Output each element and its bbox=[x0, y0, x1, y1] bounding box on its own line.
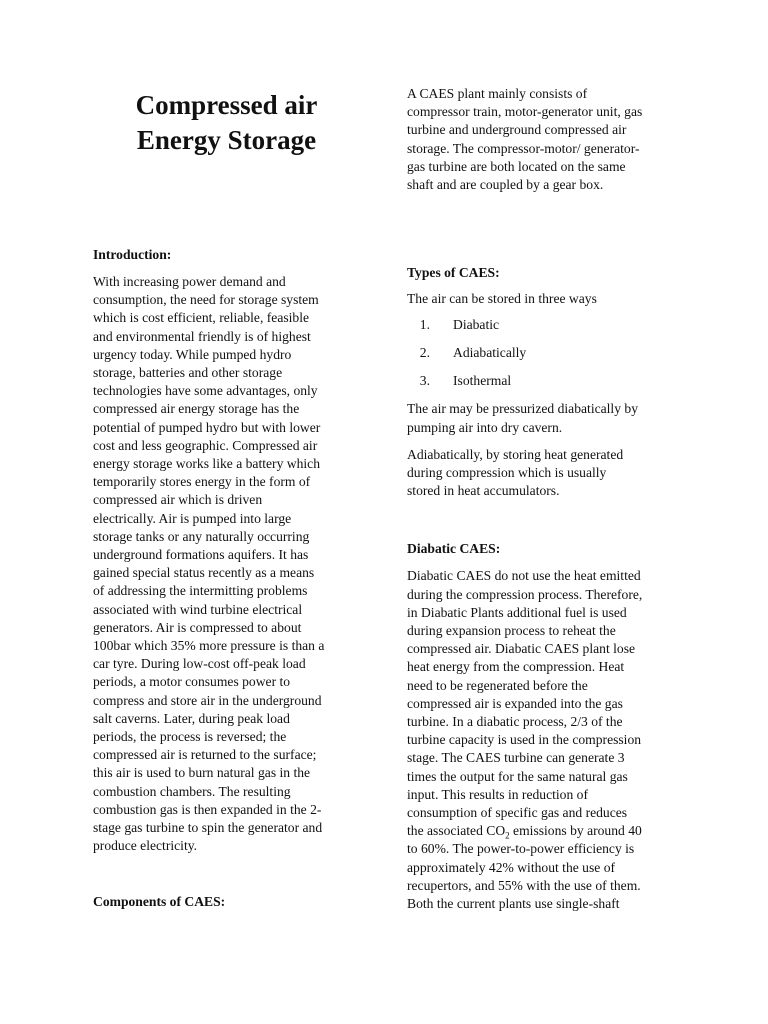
components-heading: Components of CAES: bbox=[93, 893, 226, 909]
text-line: generators. Air is compressed to about bbox=[93, 619, 302, 635]
co2-line bbox=[407, 823, 642, 841]
text-line: storage tanks or any naturally occurring bbox=[93, 528, 310, 544]
text-line: periods, the process is reversed; the bbox=[93, 729, 287, 745]
text-line: during compression which is usually bbox=[407, 465, 607, 481]
introduction-paragraph bbox=[93, 273, 360, 856]
spacer bbox=[407, 437, 677, 446]
text-line: compressed air is expanded into the gas bbox=[407, 695, 623, 711]
types-heading: Types of CAES: bbox=[407, 265, 500, 281]
title-line-1: Compressed air bbox=[135, 90, 318, 120]
list-item-number: 3. bbox=[419, 373, 430, 389]
text-line: salt caverns. Later, during peak load bbox=[93, 710, 290, 726]
spacer bbox=[407, 390, 677, 400]
text-line: combustion gas is then expanded in the 2- bbox=[93, 801, 322, 817]
diabatic-paragraph bbox=[407, 567, 677, 913]
list-item bbox=[407, 372, 677, 390]
list-item bbox=[407, 316, 677, 334]
text-line: during expansion process to reheat the bbox=[407, 623, 616, 639]
text-line: underground formations aquifers. It has bbox=[93, 547, 309, 563]
text-line: this air is used to burn natural gas in the bbox=[93, 765, 311, 781]
text-line: storage, batteries and other storage bbox=[93, 365, 283, 381]
list-item-number: 2. bbox=[419, 345, 430, 361]
spacer bbox=[407, 282, 677, 290]
spacer bbox=[407, 308, 677, 316]
co2-subscript: 2 bbox=[505, 831, 510, 841]
text-line: storage. The compressor-motor/ generator- bbox=[407, 140, 640, 156]
text-line: consumption, the need for storage system bbox=[93, 292, 319, 308]
spacer bbox=[93, 264, 360, 273]
text-line: gas turbine are both located on the same bbox=[407, 158, 626, 174]
text-line: energy storage works like a battery which bbox=[93, 456, 320, 472]
introduction-heading: Introduction: bbox=[93, 247, 172, 262]
types-intro: The air can be stored in three ways bbox=[407, 291, 597, 307]
text-line: technologies have some advantages, only bbox=[93, 383, 318, 399]
text-line: times the output for the same natural gas bbox=[407, 768, 628, 784]
diabatic-text-before bbox=[407, 568, 642, 820]
right-column bbox=[407, 85, 677, 913]
spacer bbox=[93, 158, 360, 246]
text-line: A CAES plant mainly consists of bbox=[407, 86, 588, 101]
text-line: combustion chambers. The resulting bbox=[93, 783, 291, 799]
types-paragraph-1 bbox=[407, 400, 677, 436]
text-line: consumption of specific gas and reduces bbox=[407, 805, 628, 821]
text-line: stage gas turbine to spin the generator and bbox=[93, 820, 323, 836]
list-item-label: Diabatic bbox=[453, 317, 500, 333]
co2-prefix: the associated CO bbox=[407, 823, 506, 839]
text-line: to 60%. The power-to-power efficiency is bbox=[407, 841, 635, 857]
list-item-label: Adiabatically bbox=[453, 345, 527, 361]
text-line: of addressing the intermitting problems bbox=[93, 583, 308, 599]
text-line: 100bar which 35% more pressure is than a bbox=[93, 638, 325, 654]
text-line: turbine. In a diabatic process, 2/3 of the bbox=[407, 714, 623, 730]
spacer bbox=[407, 500, 677, 540]
text-line: during the compression process. Therefore, bbox=[407, 586, 643, 602]
text-line: Both the current plants use single-shaft bbox=[407, 896, 620, 912]
text-line: car tyre. During low-cost off-peak load bbox=[93, 656, 306, 672]
text-line: compress and store air in the underground bbox=[93, 692, 322, 708]
list-item-number: 1. bbox=[419, 317, 430, 333]
text-line: stored in heat accumulators. bbox=[407, 483, 560, 499]
spacer bbox=[407, 194, 677, 264]
text-line: input. This results in reduction of bbox=[407, 786, 588, 802]
left-column bbox=[93, 85, 360, 911]
text-line: and environmental friendly is of highest bbox=[93, 328, 311, 344]
text-line: electrically. Air is pumped into large bbox=[93, 510, 292, 526]
title-line-2: Energy Storage bbox=[136, 125, 317, 155]
text-line: produce electricity. bbox=[93, 838, 198, 854]
text-line: temporarily stores energy in the form of bbox=[93, 474, 311, 490]
text-line: gained special status recently as a means bbox=[93, 565, 315, 581]
text-line: associated with wind turbine electrical bbox=[93, 601, 303, 617]
types-paragraph-2 bbox=[407, 446, 677, 501]
text-line: recupertors, and 55% with the use of them. bbox=[407, 877, 641, 893]
spacer bbox=[407, 558, 677, 567]
text-line: Adiabatically, by storing heat generated bbox=[407, 446, 624, 462]
diabatic-heading: Diabatic CAES: bbox=[407, 541, 501, 557]
text-line: periods, a motor consumes power to bbox=[93, 674, 291, 690]
text-line: compressed air is returned to the surface; bbox=[93, 747, 317, 763]
text-line: stage. The CAES turbine can generate 3 bbox=[407, 750, 625, 766]
text-line: potential of pumped hydro but with lower bbox=[93, 419, 321, 435]
diabatic-text-after bbox=[407, 841, 641, 911]
text-line: compressed air which is driven bbox=[93, 492, 263, 508]
text-line: pumping air into dry cavern. bbox=[407, 419, 563, 435]
text-line: compressor train, motor-generator unit, gas bbox=[407, 104, 643, 120]
text-line: in Diabatic Plants additional fuel is used bbox=[407, 604, 627, 620]
text-line: approximately 42% without the use of bbox=[407, 859, 616, 875]
spacer bbox=[93, 856, 360, 893]
text-line: compressed air. Diabatic CAES plant lose bbox=[407, 641, 636, 657]
text-line: shaft and are coupled by a gear box. bbox=[407, 177, 604, 193]
text-line: cost and less geographic. Compressed air bbox=[93, 437, 318, 453]
caes-plant-paragraph bbox=[407, 85, 677, 194]
text-line: turbine and underground compressed air bbox=[407, 122, 627, 138]
text-line: compressed air energy storage has the bbox=[93, 401, 300, 417]
list-item-label: Isothermal bbox=[453, 373, 512, 389]
text-line: Diabatic CAES do not use the heat emitted bbox=[407, 568, 641, 584]
text-line: With increasing power demand and bbox=[93, 274, 286, 289]
text-line: urgency today. While pumped hydro bbox=[93, 346, 292, 362]
list-item bbox=[407, 344, 677, 362]
co2-suffix: emissions by around 40 bbox=[509, 823, 642, 839]
types-list bbox=[407, 316, 677, 390]
text-line: turbine capacity is used in the compression bbox=[407, 732, 642, 748]
document-title bbox=[93, 85, 360, 158]
text-line: which is cost efficient, reliable, feasible bbox=[93, 310, 310, 326]
text-line: The air may be pressurized diabatically by bbox=[407, 401, 639, 417]
text-line: heat energy from the compression. Heat bbox=[407, 659, 625, 675]
text-line: need to be regenerated before the bbox=[407, 677, 588, 693]
